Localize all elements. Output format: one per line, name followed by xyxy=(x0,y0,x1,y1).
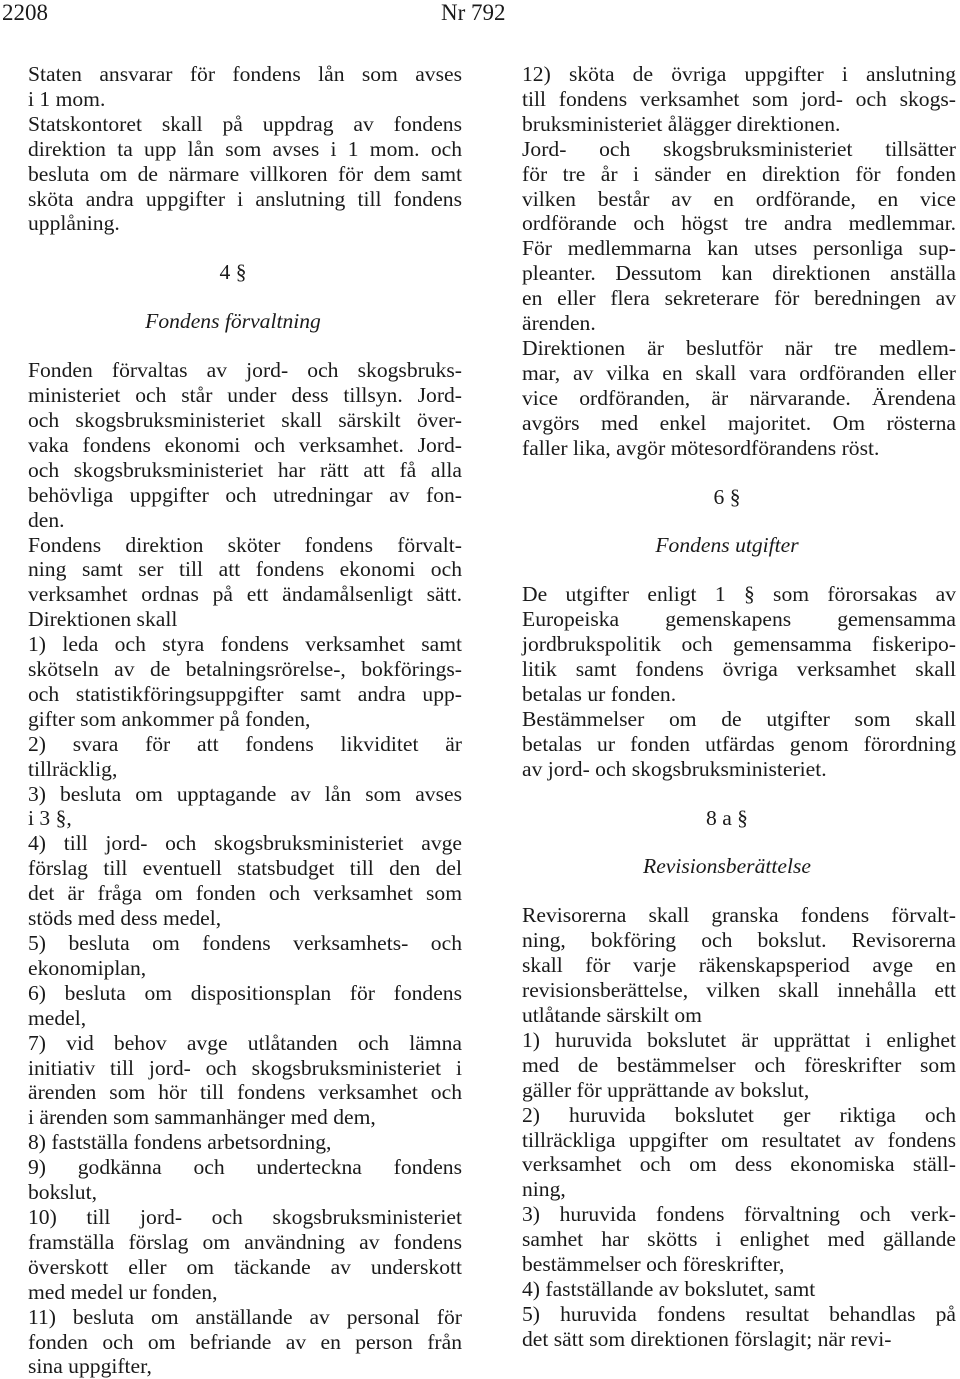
list-item xyxy=(4,1031,462,1131)
text-line: initiativ till jord- och skogsbruksministeriet i xyxy=(28,1055,462,1080)
paragraph-1 xyxy=(4,62,462,112)
paragraph-5 xyxy=(498,137,956,336)
text-line: bruksministeriet ålägger direktionen. xyxy=(522,111,841,136)
text-line: Europeiska gemenskapens gemensamma xyxy=(522,607,956,632)
text-line: överskott eller om täckande av underskott xyxy=(28,1254,462,1279)
list-item xyxy=(498,1277,956,1302)
text-line: betalas ur fonden utfärdas genom förordning xyxy=(522,731,956,756)
text-line: bokslut, xyxy=(28,1180,97,1205)
paragraph-4 xyxy=(4,533,462,633)
text-line: Bestämmelser om de utgifter som skall xyxy=(522,706,956,731)
text-line: och statistikföringsuppgifter samt andra upp- xyxy=(28,681,462,706)
text-line: fonden och om befriande av en person från xyxy=(28,1329,462,1354)
list-item xyxy=(4,831,462,931)
text-line: för tre år i sänder en direktion för fonden xyxy=(522,161,956,186)
text-line: och skogsbruksministeriet skall särskilt över- xyxy=(28,407,462,432)
text-line: verksamhet och om dess ekonomiska ställ- xyxy=(522,1152,956,1177)
left-column xyxy=(4,62,462,1379)
text-line: den. xyxy=(28,507,65,532)
paragraph-3 xyxy=(4,358,462,532)
text-line: skall för varje räkenskapsperiod avge en xyxy=(522,953,956,978)
list-item xyxy=(498,1302,956,1352)
text-line: 11) besluta om anställande av personal för xyxy=(28,1304,462,1329)
section-6-number: 6 § xyxy=(713,484,741,509)
text-line: framställa förslag om användning av fondens xyxy=(28,1229,462,1254)
text-line: Direktionen är beslutför när tre medlem- xyxy=(522,335,956,360)
text-line: 2) huruvida bokslutet ger riktiga och xyxy=(522,1102,956,1127)
text-line: besluta om de närmare villkoren för dem samt xyxy=(28,161,462,186)
statute-number: Nr 792 xyxy=(441,0,506,25)
list-item xyxy=(4,632,462,732)
paragraph-9 xyxy=(498,903,956,1028)
list-item xyxy=(498,1028,956,1103)
list-item xyxy=(4,981,462,1031)
list-item xyxy=(4,1155,462,1205)
text-line: mar, av vilka en skall vara ordföranden eller xyxy=(522,360,956,385)
text-line: vaka fondens ekonomi och verksamhet. Jord- xyxy=(28,432,462,457)
paragraph-8 xyxy=(498,707,956,782)
text-line: 1) huruvida bokslutet är upprättat i enlighet xyxy=(522,1027,956,1052)
text-line: ministeriet och står under dess tillsyn. Jord- xyxy=(28,383,462,408)
text-line: Staten ansvarar för fondens lån som avses xyxy=(28,62,462,86)
text-line: ning, bokföring och bokslut. Revisorerna xyxy=(522,928,956,953)
text-line: Fonden förvaltas av jord- och skogsbruks- xyxy=(28,358,462,383)
text-line: 2) svara för att fondens likviditet är xyxy=(28,731,462,756)
text-line: pleanter. Dessutom kan direktionen anställa xyxy=(522,261,956,286)
text-line: tillräckliga uppgifter om resultatet av fondens xyxy=(522,1127,956,1152)
text-line: litik samt fondens övriga verksamhet skall xyxy=(522,657,956,682)
text-line: en eller flera sekreterare för beredningen av xyxy=(522,286,956,311)
text-line: gäller för upprättande av bokslut, xyxy=(522,1077,810,1102)
text-line: ekonomiplan, xyxy=(28,955,147,980)
text-line: det sätt som direktionen förslagit; när revi- xyxy=(522,1326,892,1351)
text-line: gifter som ankommer på fonden, xyxy=(28,706,311,731)
text-line: 3) huruvida fondens förvaltning och verk- xyxy=(522,1202,956,1227)
text-line: Fondens direktion sköter fondens förvalt- xyxy=(28,532,462,557)
text-line: vilken består av en ordförande, en vice xyxy=(522,186,956,211)
text-line: ning, xyxy=(522,1177,566,1202)
text-line: ärenden. xyxy=(522,311,596,336)
text-line: skötseln av de betalningsrörelse-, bokförings- xyxy=(28,657,462,682)
text-line: 5) huruvida fondens resultat behandlas på xyxy=(522,1301,956,1326)
text-line: medel, xyxy=(28,1005,87,1030)
text-line: 4) fastställande av bokslutet, samt xyxy=(522,1276,816,1301)
duty-list xyxy=(4,632,462,1379)
text-line: 4) till jord- och skogsbruksministeriet avge xyxy=(28,831,462,856)
paragraph-6 xyxy=(498,336,956,461)
list-item xyxy=(4,1205,462,1305)
text-line: upplåning. xyxy=(28,211,120,236)
text-line: det är fråga om fonden och verksamhet som xyxy=(28,881,462,906)
text-line: 5) besluta om fondens verksamhets- och xyxy=(28,931,462,955)
text-line: ning samt ser till att fondens ekonomi och xyxy=(28,557,462,582)
text-line: 9) godkänna och underteckna fondens xyxy=(28,1155,462,1180)
text-line: samhet har skötts i enlighet med gällande xyxy=(522,1227,956,1252)
text-line: De utgifter enligt 1 § som förorsakas av xyxy=(522,582,956,607)
right-column xyxy=(498,62,956,1352)
text-line: 10) till jord- och skogsbruksministeriet xyxy=(28,1204,462,1229)
list-item xyxy=(498,1202,956,1277)
text-line: vice ordföranden, är närvarande. Ärendena xyxy=(522,385,956,410)
text-line: 7) vid behov avge utlåtanden och lämna xyxy=(28,1030,462,1055)
text-line: sköta andra uppgifter i anslutning till fondens xyxy=(28,186,462,211)
list-item-12 xyxy=(498,62,956,137)
list-item xyxy=(498,1103,956,1203)
text-line: sina uppgifter, xyxy=(28,1354,152,1379)
text-line: med de bestämmelser och föreskrifter som xyxy=(522,1052,956,1077)
list-item xyxy=(4,1305,462,1379)
list-item xyxy=(4,1130,462,1155)
text-line: jordbrukspolitik och gemensamma fiskeripo- xyxy=(522,632,956,657)
text-line: Statskontoret skall på uppdrag av fondens xyxy=(28,111,462,136)
text-line: 8) fastställa fondens arbetsordning, xyxy=(28,1130,332,1155)
section-4-number: 4 § xyxy=(219,260,247,285)
section-8a-heading: Revisionsberättelse xyxy=(643,854,811,879)
text-line: 3) besluta om upptagande av lån som avses xyxy=(28,781,462,806)
text-line: utlåtande särskilt om xyxy=(522,1003,702,1027)
text-line: till fondens verksamhet som jord- och skogs- xyxy=(522,86,956,111)
paragraph-2 xyxy=(4,112,462,237)
text-line: faller lika, avgör mötesordförandens röst. xyxy=(522,435,880,460)
text-line: Revisorerna skall granska fondens förvalt- xyxy=(522,903,956,928)
text-line: verksamhet ordnas på ett ändamålsenligt sätt. xyxy=(28,582,462,607)
text-line: direktion ta upp lån som avses i 1 mom. och xyxy=(28,136,462,161)
text-line: och skogsbruksministeriet har rätt att få alla xyxy=(28,457,462,482)
text-line: behövliga uppgifter och utredningar av fon- xyxy=(28,482,462,507)
list-item xyxy=(4,782,462,832)
text-line: i 1 mom. xyxy=(28,86,106,111)
text-line: med medel ur fonden, xyxy=(28,1279,218,1304)
text-line: i 3 §, xyxy=(28,806,72,831)
text-line: i ärenden som sammanhänger med dem, xyxy=(28,1105,376,1130)
section-4-heading: Fondens förvaltning xyxy=(145,309,321,334)
text-line: 1) leda och styra fondens verksamhet samt xyxy=(28,632,462,657)
audit-list xyxy=(498,1028,956,1352)
text-line: Direktionen skall xyxy=(28,607,178,632)
text-line: 12) sköta de övriga uppgifter i anslutning xyxy=(522,62,956,86)
text-line: avgörs med enkel majoritet. Om rösterna xyxy=(522,410,956,435)
text-line: förslag till eventuell statsbudget till den del xyxy=(28,856,462,881)
paragraph-7 xyxy=(498,582,956,707)
text-line: För medlemmarna kan utses personliga sup- xyxy=(522,236,956,261)
text-line: betalas ur fonden. xyxy=(522,681,677,706)
page-number: 2208 xyxy=(2,0,48,25)
list-item xyxy=(4,931,462,981)
text-line: Jord- och skogsbruksministeriet tillsätter xyxy=(522,136,956,161)
text-line: ärenden som hör till fondens verksamhet och xyxy=(28,1080,462,1105)
list-item xyxy=(4,732,462,782)
text-line: av jord- och skogsbruksministeriet. xyxy=(522,756,827,781)
section-8a-number: 8 a § xyxy=(706,805,748,830)
section-6-heading: Fondens utgifter xyxy=(655,533,799,558)
text-line: ordförande och högst tre andra medlemmar. xyxy=(522,211,956,236)
text-line: bestämmelser och föreskrifter, xyxy=(522,1252,785,1277)
text-line: revisionsberättelse, vilken skall innehålla ett xyxy=(522,978,956,1003)
text-line: 6) besluta om dispositionsplan för fondens xyxy=(28,980,462,1005)
text-line: stöds med dess medel, xyxy=(28,906,222,931)
page-header xyxy=(0,0,960,30)
text-line: tillräcklig, xyxy=(28,756,118,781)
